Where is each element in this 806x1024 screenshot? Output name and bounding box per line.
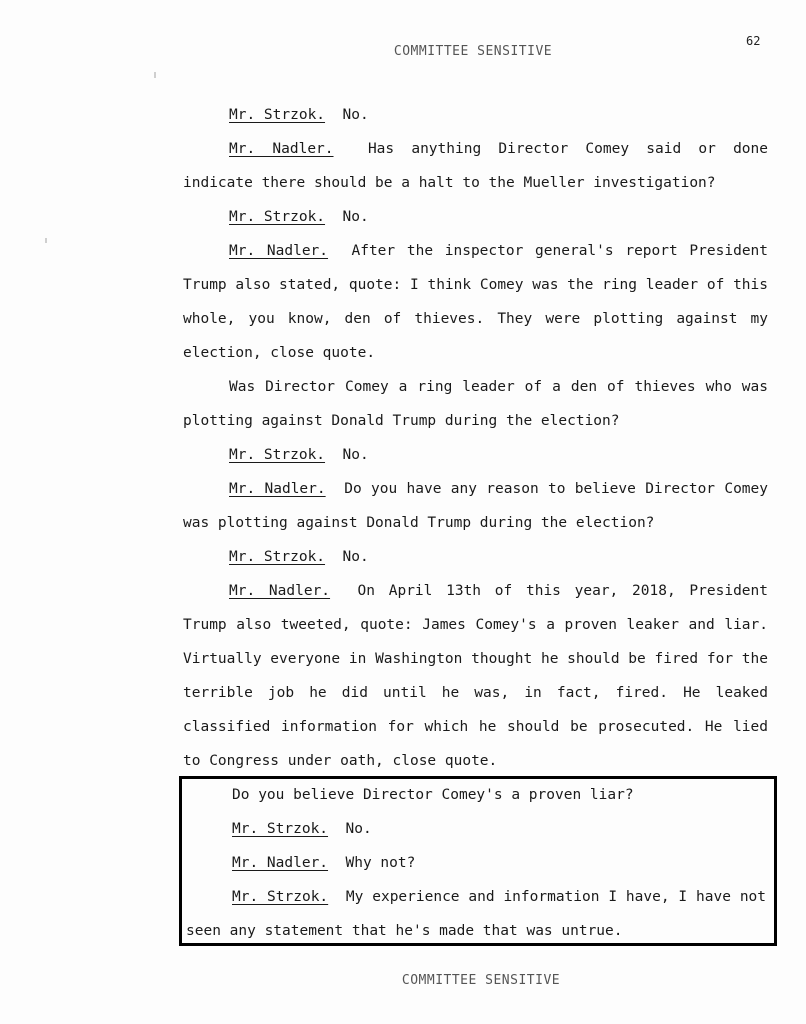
highlighted-excerpt [186,778,766,948]
transcript-paragraph [183,132,768,200]
speaker-name: Mr. Strzok. [232,889,329,905]
footer-marking: COMMITTEE SENSITIVE [401,973,561,988]
transcript-paragraph [183,234,768,370]
paragraph-text: On April 13th of this year, 2018, President Trump also tweeted, quote: James Comey's a proven leaker and liar. Virtually everyone in Washington thought he should be fired for the terrible job he did until he was, in fact, fired. He leaked classified information for which he should be prosecuted. He lied to Congress under oath, close quote. [183,583,768,769]
paragraph-text: No. [342,209,369,225]
transcript-paragraph [183,574,768,778]
paragraph-text: No. [342,549,369,565]
speaker-name: Mr. Nadler. [229,481,326,497]
speaker-name: Mr. Nadler. [229,243,329,259]
paragraph-text: Was Director Comey a ring leader of a den of thieves who was plotting against Donald Trump during the election? [183,379,768,429]
transcript-paragraph [183,98,768,132]
paragraph-text: After the inspector general's report President Trump also stated, quote: I think Comey was the ring leader of this whole, you know, den of thieves. They were plotting against my election, close quote. [183,243,769,361]
transcript-paragraph [183,472,768,540]
transcript-paragraph [186,846,766,880]
transcript-paragraph [183,438,768,472]
scan-mark [154,72,156,78]
paragraph-text: Has anything Director Comey said or done indicate there should be a halt to the Mueller investigation? [183,141,768,191]
paragraph-text: Do you believe Director Comey's a proven liar? [232,787,634,803]
header-marking: COMMITTEE SENSITIVE [393,44,553,59]
transcript-paragraph [183,540,768,574]
speaker-name: Mr. Nadler. [232,855,329,871]
transcript-body [183,98,768,778]
scan-mark [45,238,47,243]
transcript-paragraph [186,812,766,846]
speaker-name: Mr. Strzok. [229,107,326,123]
paragraph-text: No. [342,447,369,463]
speaker-name: Mr. Nadler. [229,583,331,599]
speaker-name: Mr. Strzok. [229,549,326,565]
transcript-paragraph [186,778,766,812]
speaker-name: Mr. Strzok. [232,821,329,837]
paragraph-text: My experience and information I have, I have not seen any statement that he's made that was untrue. [186,889,767,939]
paragraph-text: No. [345,821,372,837]
paragraph-text: Why not? [345,855,416,871]
speaker-name: Mr. Nadler. [229,141,334,157]
speaker-name: Mr. Strzok. [229,447,326,463]
transcript-paragraph [183,370,768,438]
transcript-paragraph [186,880,766,948]
page-number: 62 [746,34,761,48]
paragraph-text: No. [342,107,369,123]
paragraph-text: Do you have any reason to believe Director Comey was plotting against Donald Trump during the election? [183,481,768,531]
speaker-name: Mr. Strzok. [229,209,326,225]
transcript-paragraph [183,200,768,234]
